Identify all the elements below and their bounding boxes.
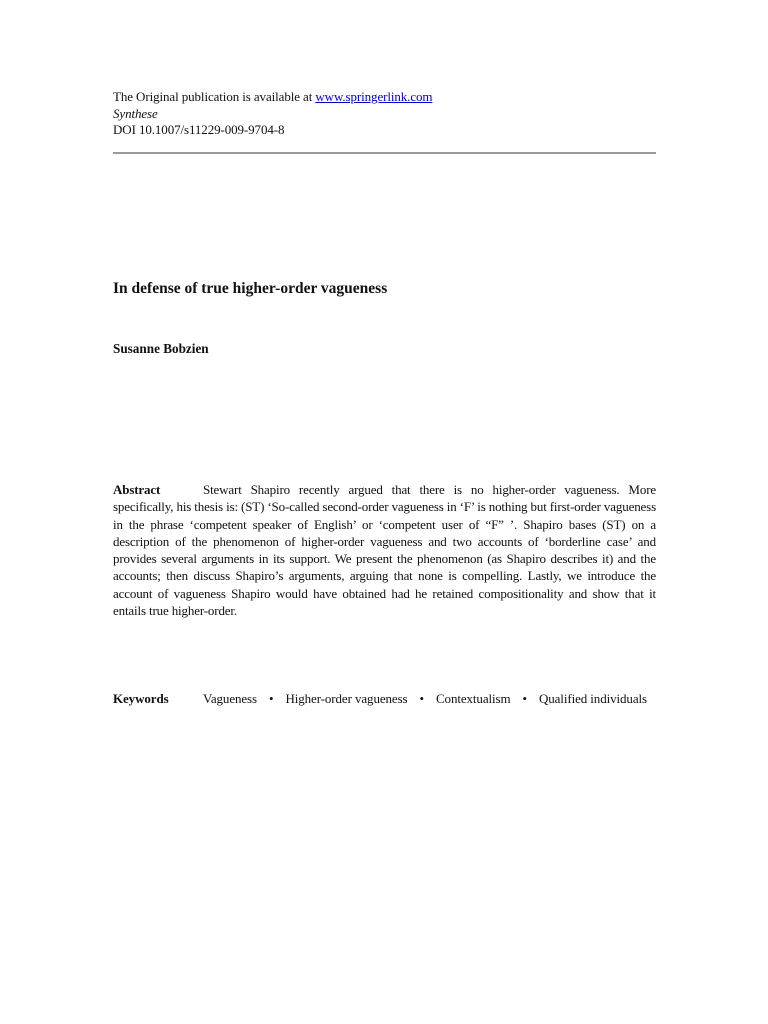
keyword-item: Higher-order vagueness [285,691,408,706]
abstract-label: Abstract [113,482,161,497]
keyword-item: Qualified individuals [538,691,647,706]
header-divider [113,152,656,154]
abstract-text: Stewart Shapiro recently argued that there is no higher-order vagueness. More specifically, his thesis is: (ST) ‘So-called second-order vagueness in ‘F’ is nothing but first-order vagueness in the phrase ‘competent speaker of English’ or ‘competent user of “F” ’. Shapiro bases (ST) on a description of the phenomenon of higher-order vagueness and two accounts of ‘borderline case’ and provides several arguments in its support. We present the phenomenon (as Shapiro describes it) and the accounts; then discuss Shapiro’s arguments, arguing that none is compelling. Lastly, we introduce the account of vagueness Shapiro would have obtained had he retained compositionality and show that it entails true higher-order. [113,482,656,619]
keyword-separator: • [522,691,527,706]
abstract-paragraph [113,481,656,619]
keywords-label: Keywords [113,691,169,706]
keyword-item: Contextualism [435,691,511,706]
availability-line [113,89,658,106]
publication-header [113,89,658,139]
journal-name: Synthese [113,105,158,121]
keyword-separator: • [419,691,424,706]
keyword-separator: • [268,691,274,706]
paper-title: In defense of true higher-order vagueness [113,280,388,297]
keywords-paragraph [113,690,656,707]
availability-text: The Original publication is available at [113,89,316,104]
springerlink-link[interactable]: www.springerlink.com [315,89,433,104]
paper-author: Susanne Bobzien [113,341,209,356]
doi-line: DOI 10.1007/s11229-009-9704-8 [113,122,285,137]
keyword-item: Vagueness [203,691,257,706]
